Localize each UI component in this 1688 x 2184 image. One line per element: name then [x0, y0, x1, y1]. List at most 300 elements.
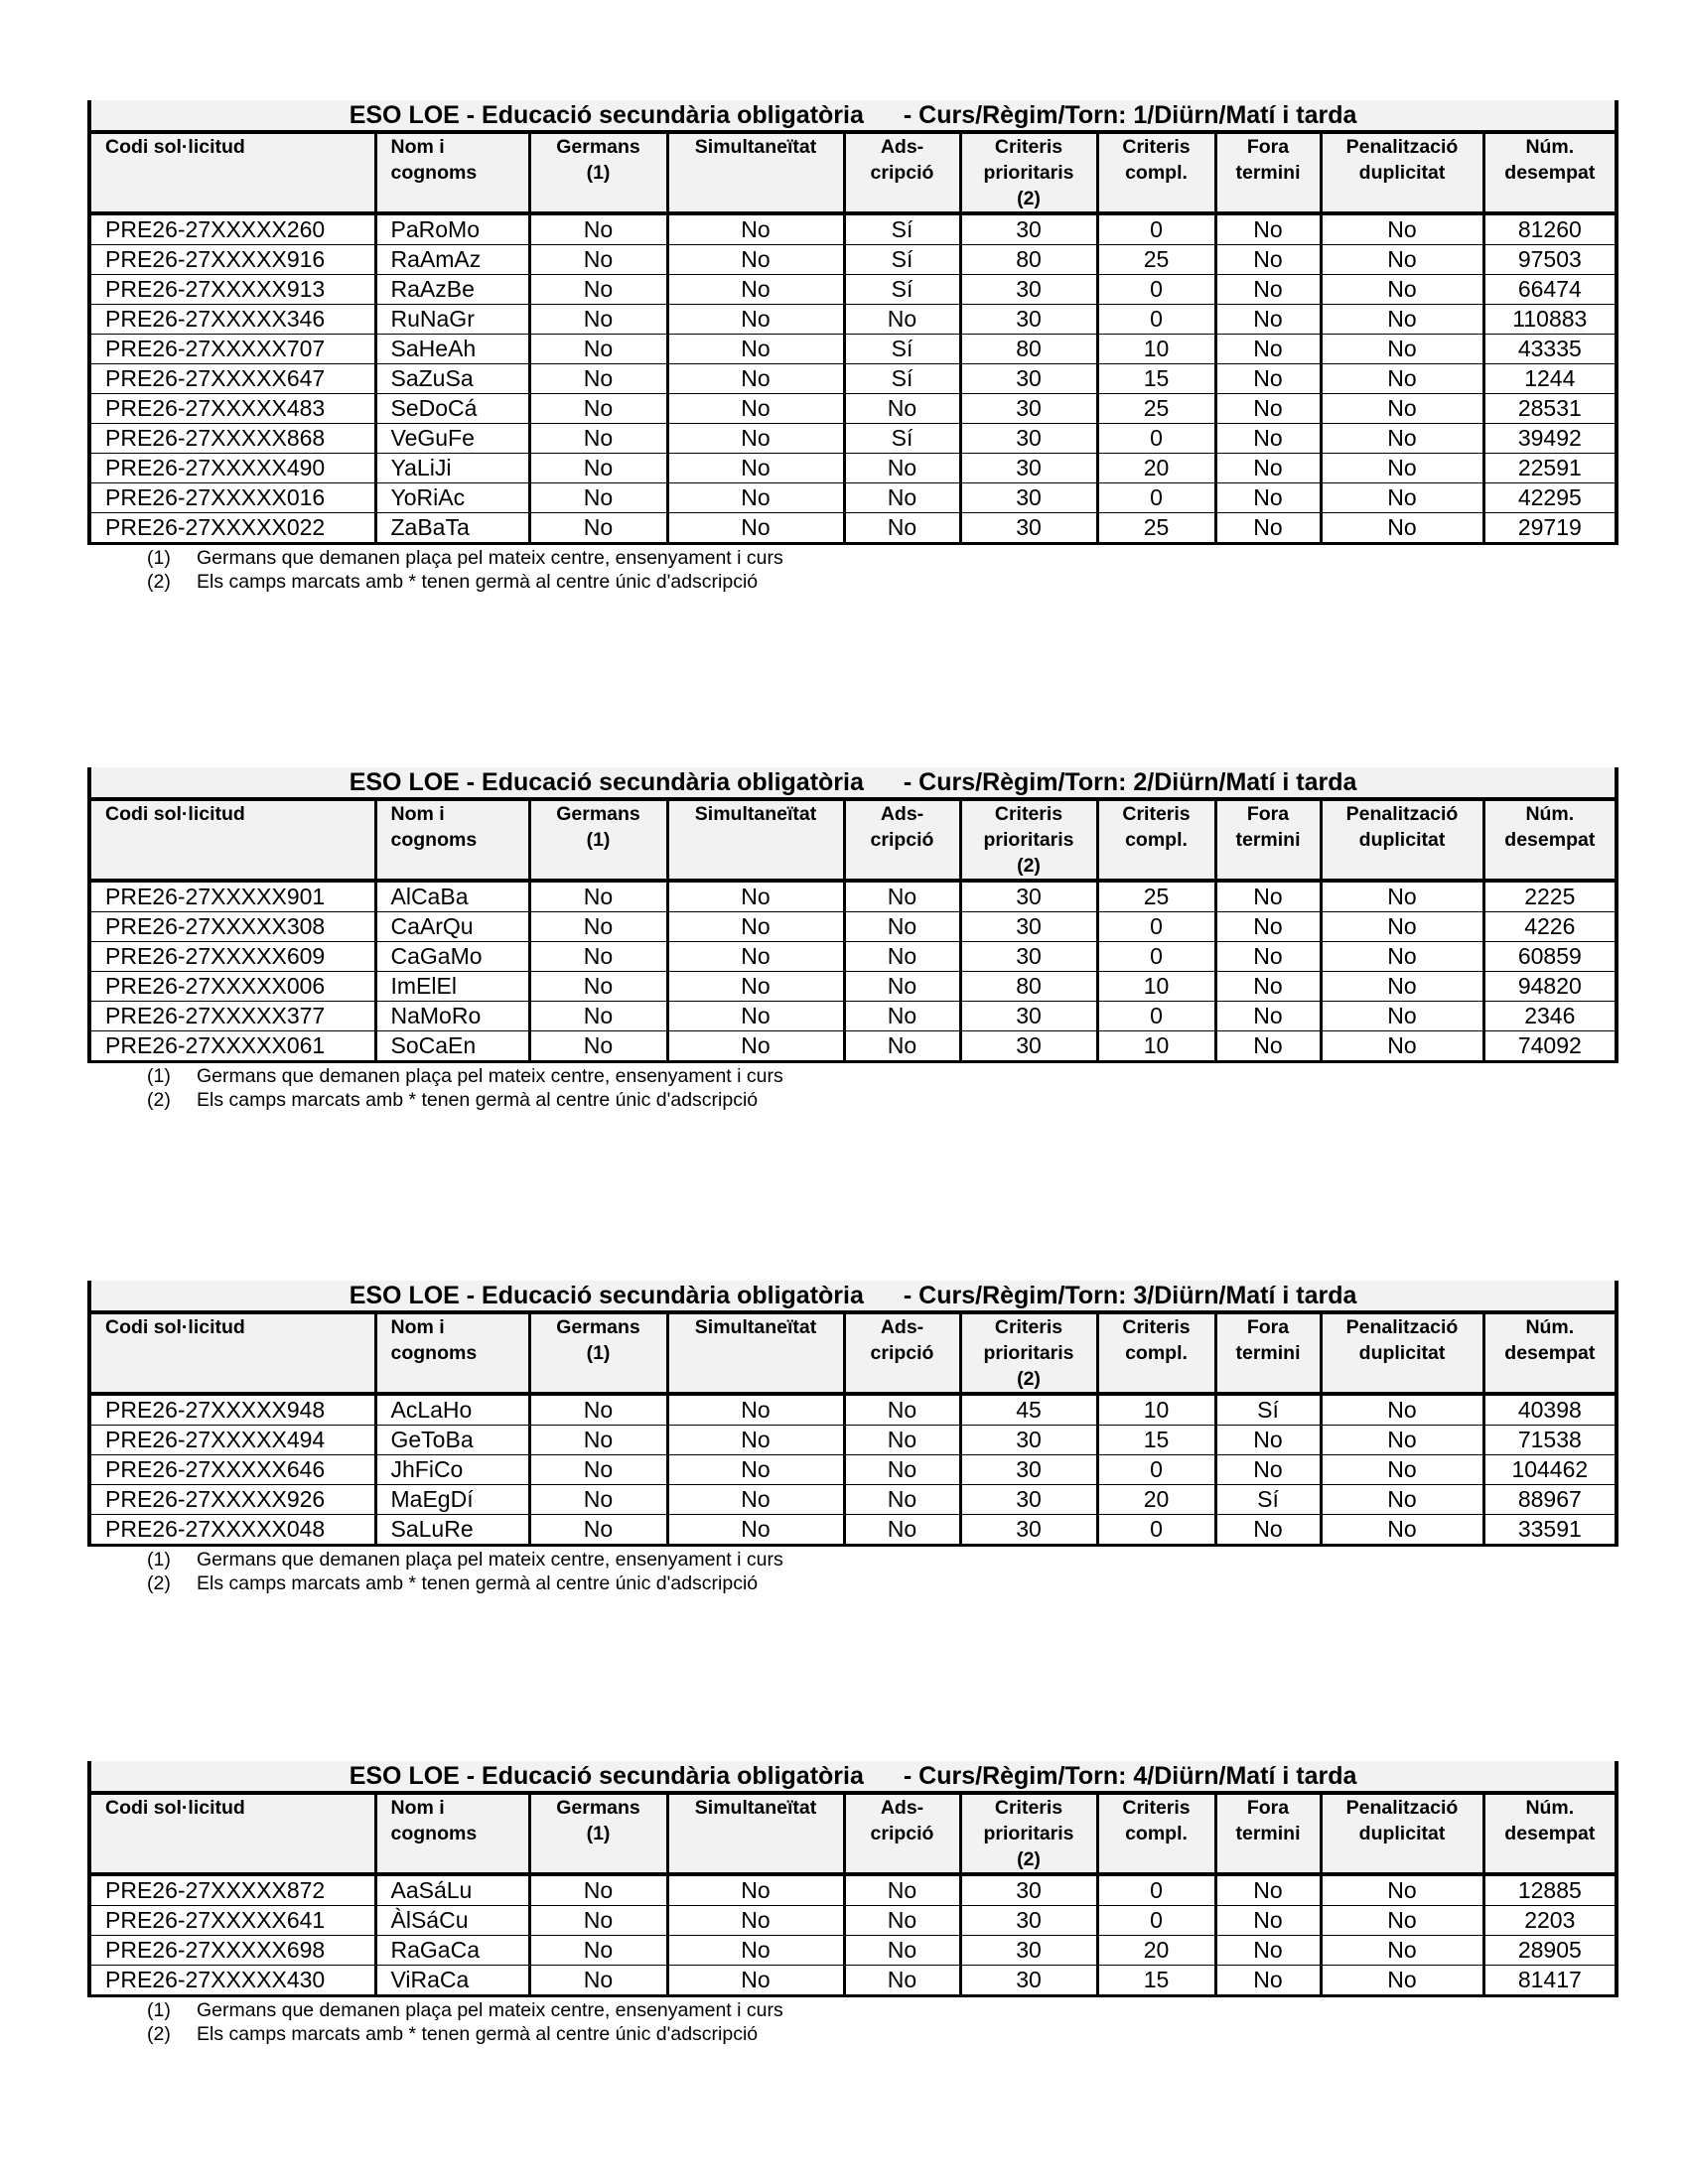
cell-complementary-criteria: 10 — [1097, 972, 1215, 1002]
cell-complementary-criteria: 10 — [1097, 335, 1215, 364]
cell-assignment: No — [844, 1002, 960, 1031]
admission-table — [87, 1281, 1618, 1547]
column-header-tiebreak-number: Núm. desempat — [1483, 799, 1617, 881]
footnote-number: (2) — [147, 1572, 171, 1594]
cell-siblings: No — [529, 972, 667, 1002]
table-title-program: ESO LOE - Educació secundària obligatòria — [349, 1762, 864, 1790]
table-title-program: ESO LOE - Educació secundària obligatòria — [349, 1282, 864, 1309]
cell-complementary-criteria: 0 — [1097, 1874, 1215, 1906]
cell-name: CaArQu — [375, 912, 529, 942]
cell-complementary-criteria: 0 — [1097, 942, 1215, 972]
cell-duplicate-penalty: No — [1321, 1906, 1483, 1936]
cell-siblings: No — [529, 1936, 667, 1966]
footnote-number: (1) — [147, 1549, 171, 1570]
cell-priority-criteria: 80 — [960, 245, 1097, 275]
cell-siblings: No — [529, 483, 667, 513]
cell-out-of-term: No — [1215, 1426, 1321, 1455]
cell-complementary-criteria: 25 — [1097, 394, 1215, 424]
footnotes — [147, 1064, 1615, 1112]
cell-simultaneity: No — [667, 275, 844, 305]
table-title-program: ESO LOE - Educació secundària obligatòria — [349, 101, 864, 129]
cell-assignment: No — [844, 972, 960, 1002]
cell-request-code: PRE26-27XXXXX494 — [89, 1426, 375, 1455]
cell-out-of-term: No — [1215, 335, 1321, 364]
cell-duplicate-penalty: No — [1321, 335, 1483, 364]
table-header-row — [89, 799, 1617, 881]
cell-complementary-criteria: 20 — [1097, 1936, 1215, 1966]
footnote-text: Els camps marcats amb * tenen germà al centre únic d'adscripció — [197, 1572, 759, 1594]
cell-name: SaLuRe — [375, 1515, 529, 1546]
footnote-1 — [147, 546, 1615, 570]
cell-simultaneity: No — [667, 1394, 844, 1426]
cell-tiebreak-number: 66474 — [1483, 275, 1617, 305]
table-row — [89, 364, 1617, 394]
cell-assignment: No — [844, 483, 960, 513]
cell-duplicate-penalty: No — [1321, 483, 1483, 513]
cell-duplicate-penalty: No — [1321, 972, 1483, 1002]
cell-simultaneity: No — [667, 942, 844, 972]
cell-duplicate-penalty: No — [1321, 881, 1483, 912]
cell-duplicate-penalty: No — [1321, 305, 1483, 335]
table-row — [89, 424, 1617, 454]
cell-tiebreak-number: 71538 — [1483, 1426, 1617, 1455]
table-header-row — [89, 1312, 1617, 1394]
cell-assignment: Sí — [844, 424, 960, 454]
column-header-duplicate-penalty: Penalització duplicitat — [1321, 1793, 1483, 1874]
cell-out-of-term: No — [1215, 972, 1321, 1002]
cell-assignment: No — [844, 1936, 960, 1966]
footnote-2 — [147, 1571, 1615, 1595]
cell-priority-criteria: 30 — [960, 1002, 1097, 1031]
cell-out-of-term: No — [1215, 213, 1321, 245]
cell-out-of-term: No — [1215, 1031, 1321, 1062]
column-header-complementary-criteria: Criteris compl. — [1097, 1312, 1215, 1394]
column-header-priority-criteria: Criteris prioritaris (2) — [960, 1312, 1097, 1394]
cell-duplicate-penalty: No — [1321, 454, 1483, 483]
cell-priority-criteria: 45 — [960, 1394, 1097, 1426]
footnote-text: Els camps marcats amb * tenen germà al centre únic d'adscripció — [197, 1089, 759, 1111]
cell-request-code: PRE26-27XXXXX346 — [89, 305, 375, 335]
footnote-text: Germans que demanen plaça pel mateix centre, ensenyament i curs — [197, 1065, 783, 1087]
cell-out-of-term: No — [1215, 483, 1321, 513]
cell-name: ViRaCa — [375, 1966, 529, 1996]
cell-name: RuNaGr — [375, 305, 529, 335]
cell-request-code: PRE26-27XXXXX698 — [89, 1936, 375, 1966]
cell-out-of-term: No — [1215, 1906, 1321, 1936]
footnote-2 — [147, 2022, 1615, 2046]
cell-complementary-criteria: 10 — [1097, 1394, 1215, 1426]
cell-request-code: PRE26-27XXXXX061 — [89, 1031, 375, 1062]
cell-priority-criteria: 30 — [960, 1485, 1097, 1515]
cell-duplicate-penalty: No — [1321, 1002, 1483, 1031]
admission-table — [87, 1761, 1618, 1997]
cell-siblings: No — [529, 1966, 667, 1996]
cell-simultaneity: No — [667, 1426, 844, 1455]
cell-name: AlCaBa — [375, 881, 529, 912]
cell-complementary-criteria: 0 — [1097, 912, 1215, 942]
cell-out-of-term: No — [1215, 1455, 1321, 1485]
cell-priority-criteria: 30 — [960, 881, 1097, 912]
cell-name: SoCaEn — [375, 1031, 529, 1062]
cell-tiebreak-number: 29719 — [1483, 513, 1617, 544]
table-title-program: ESO LOE - Educació secundària obligatòria — [349, 768, 864, 796]
cell-simultaneity: No — [667, 454, 844, 483]
table-row — [89, 335, 1617, 364]
cell-name: RaAmAz — [375, 245, 529, 275]
footnote-text: Germans que demanen plaça pel mateix centre, ensenyament i curs — [197, 547, 783, 569]
cell-request-code: PRE26-27XXXXX916 — [89, 245, 375, 275]
footnote-number: (1) — [147, 1065, 171, 1087]
cell-name: MaEgDí — [375, 1485, 529, 1515]
footnote-text: Els camps marcats amb * tenen germà al centre únic d'adscripció — [197, 2023, 759, 2045]
cell-complementary-criteria: 0 — [1097, 275, 1215, 305]
table-title — [89, 1281, 1617, 1312]
table-title-course: - Curs/Règim/Torn: 3/Diürn/Matí i tarda — [903, 1282, 1357, 1309]
cell-simultaneity: No — [667, 1455, 844, 1485]
cell-priority-criteria: 80 — [960, 335, 1097, 364]
cell-complementary-criteria: 0 — [1097, 483, 1215, 513]
cell-complementary-criteria: 0 — [1097, 1906, 1215, 1936]
cell-simultaneity: No — [667, 245, 844, 275]
table-title — [89, 1761, 1617, 1793]
footnotes — [147, 1548, 1615, 1595]
cell-complementary-criteria: 0 — [1097, 1002, 1215, 1031]
cell-complementary-criteria: 15 — [1097, 364, 1215, 394]
admission-table-section-3 — [87, 1281, 1615, 1595]
footnote-1 — [147, 1998, 1615, 2022]
cell-assignment: No — [844, 1394, 960, 1426]
cell-complementary-criteria: 20 — [1097, 454, 1215, 483]
cell-out-of-term: No — [1215, 394, 1321, 424]
cell-siblings: No — [529, 364, 667, 394]
cell-request-code: PRE26-27XXXXX913 — [89, 275, 375, 305]
cell-priority-criteria: 30 — [960, 1455, 1097, 1485]
cell-siblings: No — [529, 305, 667, 335]
cell-tiebreak-number: 28531 — [1483, 394, 1617, 424]
cell-duplicate-penalty: No — [1321, 1426, 1483, 1455]
table-title-course: - Curs/Règim/Torn: 4/Diürn/Matí i tarda — [903, 1762, 1357, 1790]
cell-duplicate-penalty: No — [1321, 1485, 1483, 1515]
table-row — [89, 213, 1617, 245]
cell-tiebreak-number: 2225 — [1483, 881, 1617, 912]
table-row — [89, 1485, 1617, 1515]
cell-duplicate-penalty: No — [1321, 912, 1483, 942]
cell-name: AcLaHo — [375, 1394, 529, 1426]
cell-simultaneity: No — [667, 912, 844, 942]
cell-duplicate-penalty: No — [1321, 364, 1483, 394]
cell-priority-criteria: 30 — [960, 1874, 1097, 1906]
cell-tiebreak-number: 42295 — [1483, 483, 1617, 513]
table-row — [89, 454, 1617, 483]
footnote-text: Germans que demanen plaça pel mateix centre, ensenyament i curs — [197, 1549, 783, 1570]
cell-out-of-term: No — [1215, 454, 1321, 483]
cell-request-code: PRE26-27XXXXX430 — [89, 1966, 375, 1996]
cell-name: GeToBa — [375, 1426, 529, 1455]
cell-siblings: No — [529, 1394, 667, 1426]
cell-duplicate-penalty: No — [1321, 424, 1483, 454]
column-header-request-code: Codi sol·licitud — [89, 1312, 375, 1394]
cell-simultaneity: No — [667, 483, 844, 513]
cell-priority-criteria: 30 — [960, 1426, 1097, 1455]
column-header-tiebreak-number: Núm. desempat — [1483, 132, 1617, 213]
table-row — [89, 305, 1617, 335]
cell-duplicate-penalty: No — [1321, 1936, 1483, 1966]
footnote-text: Germans que demanen plaça pel mateix centre, ensenyament i curs — [197, 1999, 783, 2021]
table-row — [89, 245, 1617, 275]
cell-request-code: PRE26-27XXXXX609 — [89, 942, 375, 972]
cell-out-of-term: No — [1215, 1966, 1321, 1996]
footnote-number: (2) — [147, 2023, 171, 2045]
cell-name: ZaBaTa — [375, 513, 529, 544]
cell-complementary-criteria: 25 — [1097, 245, 1215, 275]
column-header-out-of-term: Fora termini — [1215, 132, 1321, 213]
column-header-siblings: Germans (1) — [529, 132, 667, 213]
cell-request-code: PRE26-27XXXXX707 — [89, 335, 375, 364]
cell-simultaneity: No — [667, 1906, 844, 1936]
cell-siblings: No — [529, 1002, 667, 1031]
cell-tiebreak-number: 28905 — [1483, 1936, 1617, 1966]
cell-priority-criteria: 30 — [960, 454, 1097, 483]
cell-priority-criteria: 30 — [960, 1936, 1097, 1966]
cell-request-code: PRE26-27XXXXX260 — [89, 213, 375, 245]
cell-assignment: Sí — [844, 364, 960, 394]
cell-out-of-term: No — [1215, 1002, 1321, 1031]
column-header-assignment: Ads- cripció — [844, 132, 960, 213]
cell-assignment: No — [844, 942, 960, 972]
cell-request-code: PRE26-27XXXXX926 — [89, 1485, 375, 1515]
cell-tiebreak-number: 39492 — [1483, 424, 1617, 454]
cell-name: JhFiCo — [375, 1455, 529, 1485]
cell-name: VeGuFe — [375, 424, 529, 454]
cell-complementary-criteria: 25 — [1097, 881, 1215, 912]
cell-tiebreak-number: 12885 — [1483, 1874, 1617, 1906]
cell-siblings: No — [529, 1426, 667, 1455]
cell-complementary-criteria: 0 — [1097, 305, 1215, 335]
column-header-out-of-term: Fora termini — [1215, 1793, 1321, 1874]
cell-complementary-criteria: 15 — [1097, 1966, 1215, 1996]
cell-simultaneity: No — [667, 364, 844, 394]
cell-siblings: No — [529, 213, 667, 245]
admission-table-section-2 — [87, 767, 1615, 1112]
column-header-priority-criteria: Criteris prioritaris (2) — [960, 799, 1097, 881]
cell-request-code: PRE26-27XXXXX377 — [89, 1002, 375, 1031]
table-row — [89, 1002, 1617, 1031]
cell-priority-criteria: 30 — [960, 912, 1097, 942]
cell-tiebreak-number: 43335 — [1483, 335, 1617, 364]
cell-out-of-term: No — [1215, 305, 1321, 335]
table-row — [89, 1455, 1617, 1485]
cell-siblings: No — [529, 335, 667, 364]
cell-tiebreak-number: 22591 — [1483, 454, 1617, 483]
cell-duplicate-penalty: No — [1321, 1515, 1483, 1546]
column-header-assignment: Ads- cripció — [844, 1312, 960, 1394]
cell-request-code: PRE26-27XXXXX022 — [89, 513, 375, 544]
cell-complementary-criteria: 0 — [1097, 424, 1215, 454]
column-header-simultaneity: Simultaneïtat — [667, 1793, 844, 1874]
cell-siblings: No — [529, 454, 667, 483]
table-row — [89, 1936, 1617, 1966]
cell-assignment: No — [844, 1485, 960, 1515]
cell-name: AaSáLu — [375, 1874, 529, 1906]
cell-simultaneity: No — [667, 213, 844, 245]
table-row — [89, 513, 1617, 544]
cell-priority-criteria: 30 — [960, 213, 1097, 245]
column-header-simultaneity: Simultaneïtat — [667, 799, 844, 881]
cell-siblings: No — [529, 424, 667, 454]
cell-simultaneity: No — [667, 881, 844, 912]
table-row — [89, 1031, 1617, 1062]
cell-priority-criteria: 30 — [960, 305, 1097, 335]
cell-out-of-term: No — [1215, 513, 1321, 544]
cell-priority-criteria: 30 — [960, 364, 1097, 394]
cell-tiebreak-number: 97503 — [1483, 245, 1617, 275]
cell-out-of-term: No — [1215, 1874, 1321, 1906]
table-row — [89, 1906, 1617, 1936]
cell-request-code: PRE26-27XXXXX868 — [89, 424, 375, 454]
cell-simultaneity: No — [667, 1966, 844, 1996]
cell-out-of-term: No — [1215, 881, 1321, 912]
cell-out-of-term: No — [1215, 424, 1321, 454]
cell-siblings: No — [529, 1031, 667, 1062]
cell-duplicate-penalty: No — [1321, 213, 1483, 245]
column-header-complementary-criteria: Criteris compl. — [1097, 132, 1215, 213]
cell-simultaneity: No — [667, 972, 844, 1002]
column-header-out-of-term: Fora termini — [1215, 799, 1321, 881]
footnote-2 — [147, 1088, 1615, 1112]
cell-priority-criteria: 30 — [960, 483, 1097, 513]
table-row — [89, 1874, 1617, 1906]
cell-tiebreak-number: 104462 — [1483, 1455, 1617, 1485]
cell-request-code: PRE26-27XXXXX647 — [89, 364, 375, 394]
column-header-duplicate-penalty: Penalització duplicitat — [1321, 132, 1483, 213]
table-title — [89, 767, 1617, 799]
cell-assignment: No — [844, 1515, 960, 1546]
column-header-siblings: Germans (1) — [529, 1793, 667, 1874]
cell-duplicate-penalty: No — [1321, 1394, 1483, 1426]
cell-simultaneity: No — [667, 1874, 844, 1906]
table-row — [89, 1426, 1617, 1455]
column-header-name: Nom i cognoms — [375, 1312, 529, 1394]
cell-assignment: No — [844, 305, 960, 335]
cell-out-of-term: No — [1215, 912, 1321, 942]
cell-assignment: No — [844, 1874, 960, 1906]
cell-request-code: PRE26-27XXXXX048 — [89, 1515, 375, 1546]
footnote-number: (1) — [147, 547, 171, 569]
cell-out-of-term: Sí — [1215, 1485, 1321, 1515]
cell-priority-criteria: 30 — [960, 275, 1097, 305]
column-header-simultaneity: Simultaneïtat — [667, 1312, 844, 1394]
cell-simultaneity: No — [667, 335, 844, 364]
footnote-number: (2) — [147, 1089, 171, 1111]
cell-assignment: No — [844, 1426, 960, 1455]
cell-complementary-criteria: 15 — [1097, 1426, 1215, 1455]
cell-name: RaGaCa — [375, 1936, 529, 1966]
cell-priority-criteria: 30 — [960, 513, 1097, 544]
footnotes — [147, 1998, 1615, 2046]
cell-tiebreak-number: 81417 — [1483, 1966, 1617, 1996]
cell-priority-criteria: 30 — [960, 942, 1097, 972]
cell-complementary-criteria: 0 — [1097, 1515, 1215, 1546]
cell-assignment: Sí — [844, 275, 960, 305]
cell-siblings: No — [529, 275, 667, 305]
cell-duplicate-penalty: No — [1321, 394, 1483, 424]
cell-assignment: No — [844, 394, 960, 424]
cell-tiebreak-number: 110883 — [1483, 305, 1617, 335]
cell-request-code: PRE26-27XXXXX948 — [89, 1394, 375, 1426]
cell-out-of-term: No — [1215, 942, 1321, 972]
cell-priority-criteria: 30 — [960, 394, 1097, 424]
cell-name: YoRiAc — [375, 483, 529, 513]
cell-duplicate-penalty: No — [1321, 275, 1483, 305]
cell-tiebreak-number: 94820 — [1483, 972, 1617, 1002]
cell-name: PaRoMo — [375, 213, 529, 245]
column-header-name: Nom i cognoms — [375, 799, 529, 881]
cell-siblings: No — [529, 1455, 667, 1485]
cell-simultaneity: No — [667, 1485, 844, 1515]
cell-duplicate-penalty: No — [1321, 942, 1483, 972]
cell-out-of-term: No — [1215, 245, 1321, 275]
footnotes — [147, 546, 1615, 594]
cell-assignment: Sí — [844, 245, 960, 275]
cell-assignment: No — [844, 912, 960, 942]
cell-request-code: PRE26-27XXXXX641 — [89, 1906, 375, 1936]
cell-simultaneity: No — [667, 305, 844, 335]
cell-tiebreak-number: 2203 — [1483, 1906, 1617, 1936]
cell-duplicate-penalty: No — [1321, 513, 1483, 544]
table-row — [89, 1966, 1617, 1996]
column-header-name: Nom i cognoms — [375, 132, 529, 213]
column-header-priority-criteria: Criteris prioritaris (2) — [960, 1793, 1097, 1874]
cell-duplicate-penalty: No — [1321, 1031, 1483, 1062]
cell-tiebreak-number: 88967 — [1483, 1485, 1617, 1515]
cell-name: ÀlSáCu — [375, 1906, 529, 1936]
table-row — [89, 942, 1617, 972]
footnote-2 — [147, 570, 1615, 594]
cell-priority-criteria: 30 — [960, 1515, 1097, 1546]
cell-tiebreak-number: 60859 — [1483, 942, 1617, 972]
cell-request-code: PRE26-27XXXXX006 — [89, 972, 375, 1002]
cell-assignment: No — [844, 1906, 960, 1936]
table-row — [89, 275, 1617, 305]
cell-request-code: PRE26-27XXXXX308 — [89, 912, 375, 942]
cell-name: YaLiJi — [375, 454, 529, 483]
cell-complementary-criteria: 10 — [1097, 1031, 1215, 1062]
cell-simultaneity: No — [667, 1031, 844, 1062]
cell-duplicate-penalty: No — [1321, 1874, 1483, 1906]
table-row — [89, 394, 1617, 424]
cell-siblings: No — [529, 1874, 667, 1906]
cell-priority-criteria: 80 — [960, 972, 1097, 1002]
column-header-duplicate-penalty: Penalització duplicitat — [1321, 799, 1483, 881]
table-title — [89, 100, 1617, 132]
cell-tiebreak-number: 1244 — [1483, 364, 1617, 394]
cell-tiebreak-number: 2346 — [1483, 1002, 1617, 1031]
cell-name: ImElEl — [375, 972, 529, 1002]
cell-assignment: No — [844, 513, 960, 544]
cell-priority-criteria: 30 — [960, 1966, 1097, 1996]
cell-name: SaHeAh — [375, 335, 529, 364]
cell-assignment: No — [844, 454, 960, 483]
cell-out-of-term: No — [1215, 364, 1321, 394]
cell-assignment: No — [844, 1455, 960, 1485]
cell-siblings: No — [529, 1485, 667, 1515]
cell-duplicate-penalty: No — [1321, 245, 1483, 275]
footnote-1 — [147, 1064, 1615, 1088]
cell-siblings: No — [529, 245, 667, 275]
cell-out-of-term: No — [1215, 1936, 1321, 1966]
cell-simultaneity: No — [667, 1936, 844, 1966]
column-header-duplicate-penalty: Penalització duplicitat — [1321, 1312, 1483, 1394]
